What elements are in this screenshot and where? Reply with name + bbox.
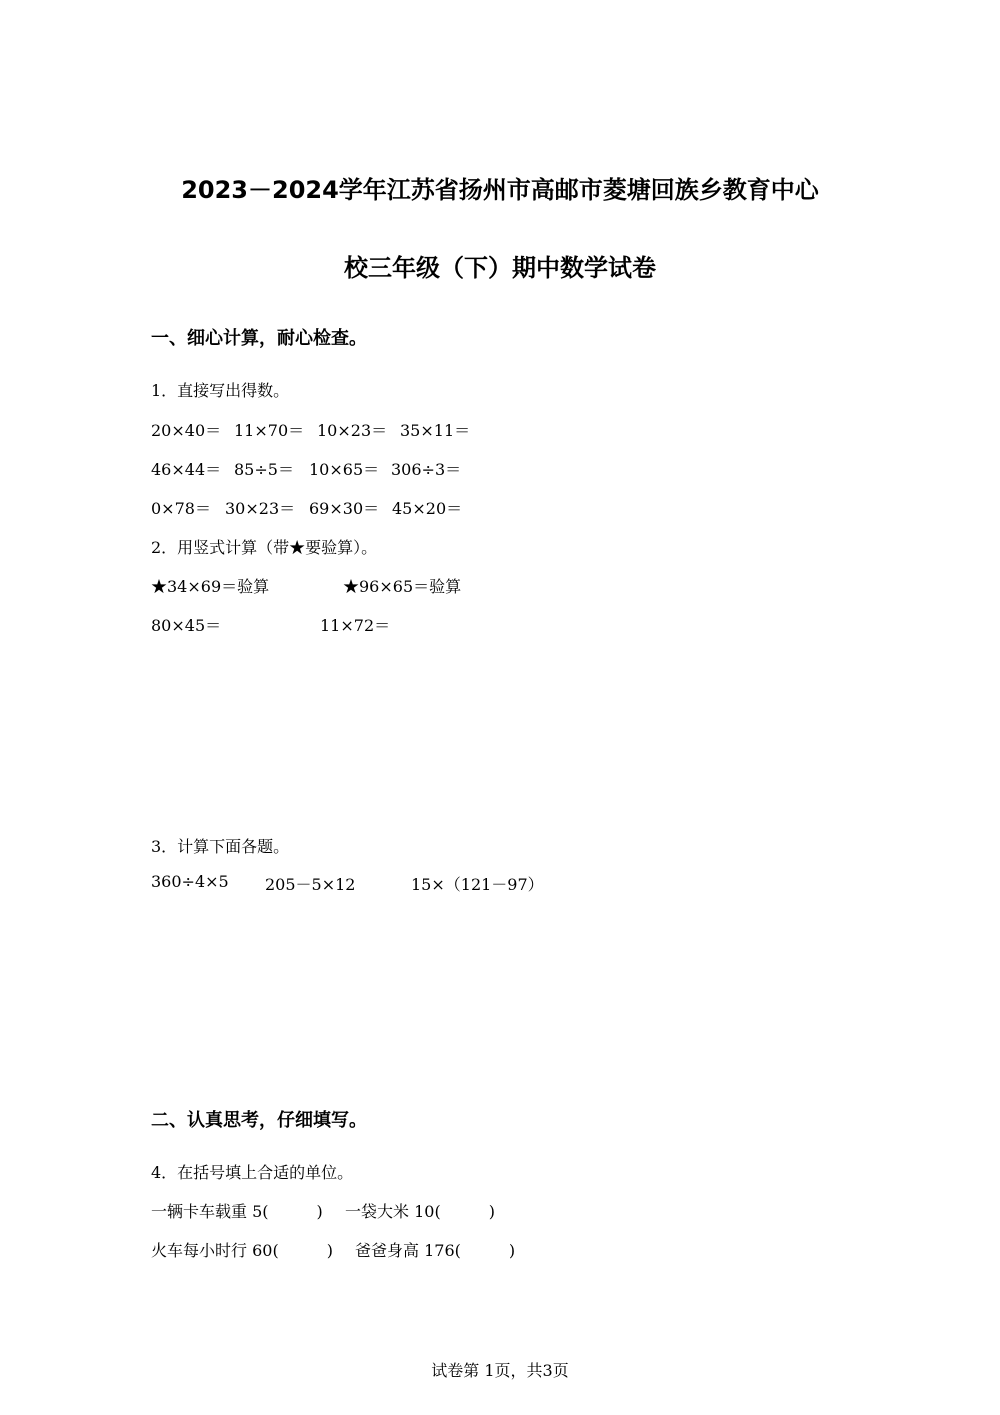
page-title-line-2: 校三年级（下）期中数学试卷 xyxy=(344,254,656,282)
question-2-label: 2．用竖式计算（带★要验算）。 xyxy=(151,538,378,557)
q1-item: 45×20＝ xyxy=(392,499,463,518)
q3-item: 360÷4×5 xyxy=(151,872,229,891)
q1-item: 10×23＝ xyxy=(317,421,388,440)
q1-item: 69×30＝ xyxy=(309,499,380,518)
q2-item: 11×72＝ xyxy=(320,616,391,635)
q4-item: 爸爸身高 176( ) xyxy=(355,1241,516,1260)
q2-item: 80×45＝ xyxy=(151,616,222,635)
q1-item: 0×78＝ xyxy=(151,499,211,518)
q4-item: 一袋大米 10( ) xyxy=(345,1202,495,1221)
q1-item: 35×11＝ xyxy=(400,421,471,440)
page-title-line-1: 2023－2024学年江苏省扬州市高邮市菱塘回族乡教育中心 xyxy=(181,176,819,204)
q2-item: ★34×69＝验算 xyxy=(151,577,270,596)
question-4-label: 4．在括号填上合适的单位。 xyxy=(151,1163,354,1182)
question-3-label: 3．计算下面各题。 xyxy=(151,837,290,856)
q4-item: 一辆卡车载重 5( ) xyxy=(151,1202,323,1221)
q2-item: ★96×65＝验算 xyxy=(343,577,462,596)
q1-item: 85÷5＝ xyxy=(234,460,294,479)
q1-item: 46×44＝ xyxy=(151,460,222,479)
q1-item: 30×23＝ xyxy=(225,499,296,518)
q1-item: 11×70＝ xyxy=(234,421,305,440)
q4-item: 火车每小时行 60( ) xyxy=(151,1241,333,1260)
section-2-heading: 二、认真思考，仔细填写。 xyxy=(151,1110,367,1131)
q3-item: 15×（121－97） xyxy=(411,875,544,894)
q1-item: 20×40＝ xyxy=(151,421,222,440)
q1-item: 10×65＝ xyxy=(309,460,380,479)
question-1-label: 1．直接写出得数。 xyxy=(151,381,290,400)
page-footer: 试卷第 1页，共3页 xyxy=(431,1361,569,1380)
q3-item: 205－5×12 xyxy=(265,875,356,894)
section-1-heading: 一、细心计算，耐心检查。 xyxy=(151,328,367,349)
q1-item: 306÷3＝ xyxy=(391,460,462,479)
